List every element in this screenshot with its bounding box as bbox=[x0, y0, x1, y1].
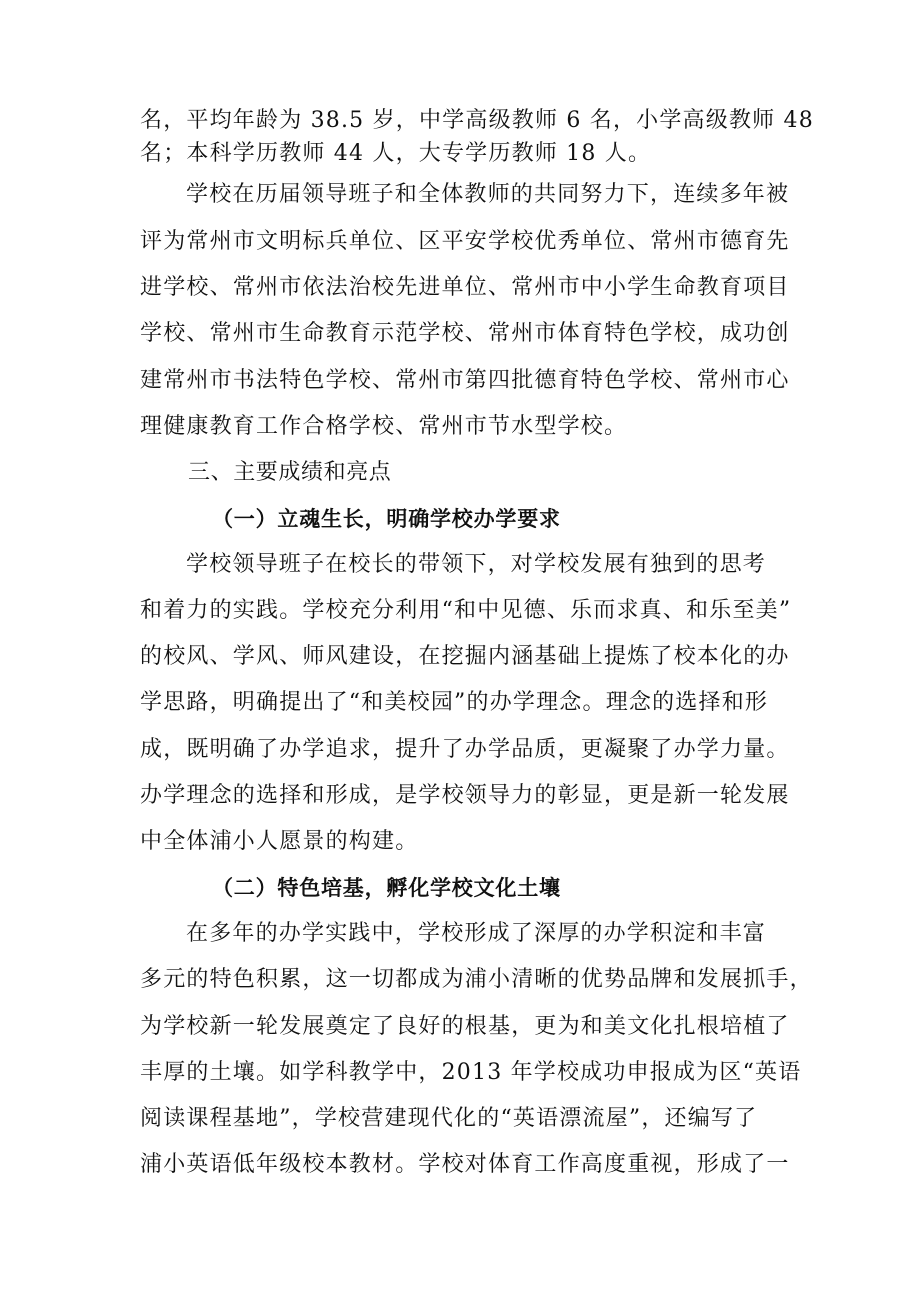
paragraph-4-line-2: 多元的特色积累，这一切都成为浦小清晰的优势品牌和发展抓手， bbox=[140, 967, 813, 992]
paragraph-4-line-4: 丰厚的土壤。如学科教学中，2013 年学校成功申报成为区“英语 bbox=[140, 1060, 802, 1085]
paragraph-2-line-2: 评为常州市文明标兵单位、区平安学校优秀单位、常州市德育先 bbox=[140, 229, 790, 254]
paragraph-2-line-6: 理健康教育工作合格学校、常州市节水型学校。 bbox=[140, 414, 628, 439]
paragraph-3-line-3: 的校风、学风、师风建设，在挖掘内涵基础上提炼了校本化的办 bbox=[140, 644, 790, 669]
paragraph-3-line-2: 和着力的实践。学校充分利用“和中见德、乐而求真、和乐至美” bbox=[140, 598, 792, 623]
paragraph-4-line-5: 阅读课程基地”，学校营建现代化的“英语漂流屋”，还编写了 bbox=[140, 1106, 758, 1131]
subheading-1: （一）立魂生长，明确学校办学要求 bbox=[212, 507, 561, 531]
paragraph-3-line-7: 中全体浦小人愿景的构建。 bbox=[140, 829, 419, 854]
paragraph-2-line-1: 学校在历届领导班子和全体教师的共同努力下，连续多年被 bbox=[186, 182, 790, 207]
paragraph-4-line-6: 浦小英语低年级校本教材。学校对体育工作高度重视，形成了一 bbox=[140, 1152, 790, 1177]
paragraph-3-line-5: 成，既明确了办学追求，提升了办学品质，更凝聚了办学力量。 bbox=[140, 737, 790, 762]
paragraph-2-line-4: 学校、常州市生命教育示范学校、常州市体育特色学校，成功创 bbox=[140, 321, 790, 346]
paragraph-2-line-5: 建常州市书法特色学校、常州市第四批德育特色学校、常州市心 bbox=[140, 368, 790, 393]
subheading-2: （二）特色培基，孵化学校文化土壤 bbox=[212, 876, 561, 900]
paragraph-1-line-1: 名，平均年龄为 38.5 岁，中学高级教师 6 名，小学高级教师 48 bbox=[140, 108, 814, 133]
paragraph-3-line-6: 办学理念的选择和形成，是学校领导力的彰显，更是新一轮发展 bbox=[140, 783, 790, 808]
paragraph-1-line-2: 名；本科学历教师 44 人，大专学历教师 18 人。 bbox=[140, 141, 652, 166]
paragraph-2-line-3: 进学校、常州市依法治校先进单位、常州市中小学生命教育项目 bbox=[140, 275, 790, 300]
section-heading: 三、主要成绩和亮点 bbox=[188, 460, 392, 485]
paragraph-4-line-1: 在多年的办学实践中，学校形成了深厚的办学积淀和丰富 bbox=[186, 921, 767, 946]
paragraph-3-line-4: 学思路，明确提出了“和美校园”的办学理念。理念的选择和形 bbox=[140, 690, 769, 715]
paragraph-3-line-1: 学校领导班子在校长的带领下，对学校发展有独到的思考 bbox=[186, 552, 767, 577]
paragraph-4-line-3: 为学校新一轮发展奠定了良好的根基，更为和美文化扎根培植了 bbox=[140, 1014, 790, 1039]
